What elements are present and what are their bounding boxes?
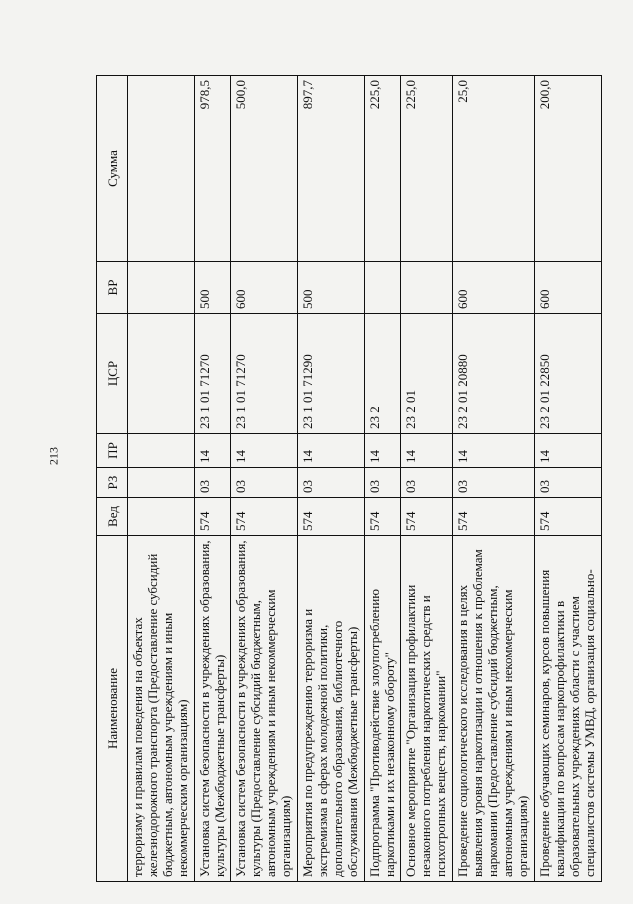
cell-rz: 03 (534, 468, 601, 498)
cell-name: Основное мероприятие "Организация профилактики незаконного потребления наркотических средств и психотропных веществ, наркомании" (401, 536, 453, 882)
cell-rz: 03 (194, 468, 230, 498)
cell-name: Установка систем безопасности в учреждениях образования, культуры (Предоставление субсидий бюджетным, автономным учреждениям и иным некоммерческим организациям) (231, 536, 298, 882)
cell-csr (128, 314, 195, 434)
cell-sum: 500,0 (231, 76, 298, 262)
budget-table (96, 75, 602, 882)
cell-name: терроризму и правилам поведения на объектах железнодорожного транспорта (Предоставление субсидий бюджетным, автономным учреждениям и иным некоммерческим организациям) (128, 536, 195, 882)
cell-pr: 14 (452, 434, 534, 468)
table-row (128, 76, 195, 882)
cell-vr: 600 (452, 262, 534, 314)
header-rz: РЗ (97, 468, 128, 498)
cell-rz: 03 (452, 468, 534, 498)
cell-vr: 600 (231, 262, 298, 314)
cell-pr: 14 (194, 434, 230, 468)
cell-ved: 574 (452, 498, 534, 536)
table-row (534, 76, 601, 882)
budget-table-rotated (96, 76, 602, 882)
header-sum: Сумма (97, 76, 128, 262)
cell-vr: 600 (534, 262, 601, 314)
cell-pr: 14 (231, 434, 298, 468)
table-row (401, 76, 453, 882)
header-row (97, 76, 128, 882)
cell-sum: 200,0 (534, 76, 601, 262)
cell-rz (128, 468, 195, 498)
cell-ved: 574 (194, 498, 230, 536)
header-name: Наименование (97, 536, 128, 882)
cell-csr: 23 1 01 71270 (231, 314, 298, 434)
cell-rz: 03 (401, 468, 453, 498)
cell-vr (364, 262, 400, 314)
table-row (298, 76, 365, 882)
cell-csr: 23 2 01 22850 (534, 314, 601, 434)
cell-rz: 03 (364, 468, 400, 498)
cell-rz: 03 (298, 468, 365, 498)
cell-csr: 23 1 01 71290 (298, 314, 365, 434)
cell-ved: 574 (534, 498, 601, 536)
cell-name: Подпрограмма "Противодействие злоупотреблению наркотиками и их незаконному обороту" (364, 536, 400, 882)
header-vr: ВР (97, 262, 128, 314)
cell-csr: 23 1 01 71270 (194, 314, 230, 434)
cell-ved (128, 498, 195, 536)
cell-csr: 23 2 01 (401, 314, 453, 434)
cell-pr (128, 434, 195, 468)
header-ved: Вед (97, 498, 128, 536)
cell-sum: 225,0 (401, 76, 453, 262)
cell-vr (128, 262, 195, 314)
cell-csr: 23 2 (364, 314, 400, 434)
cell-pr: 14 (534, 434, 601, 468)
table-row (194, 76, 230, 882)
cell-vr: 500 (194, 262, 230, 314)
cell-ved: 574 (401, 498, 453, 536)
cell-csr: 23 2 01 20880 (452, 314, 534, 434)
cell-sum: 897,7 (298, 76, 365, 262)
cell-name: Установка систем безопасности в учреждениях образования, культуры (Межбюджетные трансферты) (194, 536, 230, 882)
header-csr: ЦСР (97, 314, 128, 434)
cell-pr: 14 (401, 434, 453, 468)
page-number: 213 (46, 447, 61, 465)
cell-sum (128, 76, 195, 262)
cell-pr: 14 (298, 434, 365, 468)
header-pr: ПР (97, 434, 128, 468)
cell-rz: 03 (231, 468, 298, 498)
cell-sum: 978,5 (194, 76, 230, 262)
cell-vr (401, 262, 453, 314)
table-row (452, 76, 534, 882)
cell-ved: 574 (298, 498, 365, 536)
cell-sum: 25,0 (452, 76, 534, 262)
cell-name: Проведение обучающих семинаров, курсов повышения квалификации по вопросам наркопрофилактики в образовательных учреждениях области с участием специалистов системы УМВД, организация социально- (534, 536, 601, 882)
cell-ved: 574 (231, 498, 298, 536)
cell-ved: 574 (364, 498, 400, 536)
cell-name: Мероприятия по предупреждению терроризма и экстремизма в сферах молодежной политики, дополнительного образования, библиотечного обслуживания (Межбюджетные трансферты) (298, 536, 365, 882)
cell-vr: 500 (298, 262, 365, 314)
cell-name: Проведение социологического исследования в целях выявления уровня наркотизации и отношения к проблемам наркомании (Предоставление субсидий бюджетным, автономным учреждениям и иным некоммерческим организациям) (452, 536, 534, 882)
cell-sum: 225,0 (364, 76, 400, 262)
table-row (364, 76, 400, 882)
table-row (231, 76, 298, 882)
cell-pr: 14 (364, 434, 400, 468)
